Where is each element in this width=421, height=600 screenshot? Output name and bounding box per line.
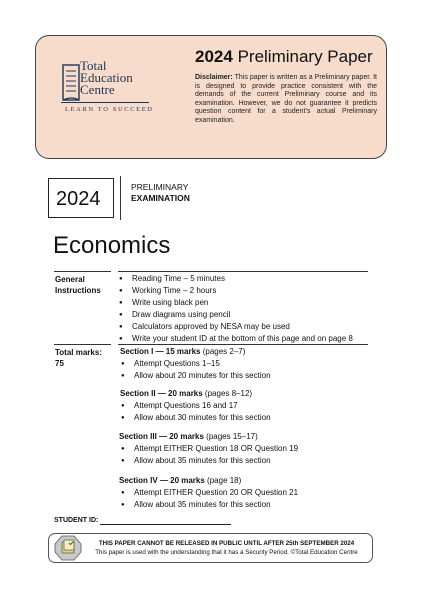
instructions-label-rule <box>54 271 111 272</box>
instruction-item: ● Write your student ID at the bottom of this page and on page 8 <box>119 334 353 343</box>
paper-title <box>195 47 373 67</box>
logo-tagline: LEARN TO SUCCEED <box>65 106 154 113</box>
total-marks-label-rule <box>54 344 111 345</box>
student-id-label: STUDENT ID: <box>54 517 99 524</box>
section-4-heading: Section IV — 20 marks (page 18) <box>119 476 242 485</box>
general-instructions-label: General Instructions <box>55 275 101 295</box>
paper-year: 2024 <box>195 47 233 66</box>
logo-underline <box>61 102 149 103</box>
instruction-item: ● Reading Time – 5 minutes <box>119 274 225 283</box>
paper-title-text: Preliminary Paper <box>237 47 373 66</box>
disclaimer-label: Disclaimer: <box>195 74 233 81</box>
subject-title: Economics <box>53 232 171 259</box>
disclaimer-text: This paper is written as a Preliminary paper. It is designed to provide practice consistent with the demands of the current Preliminary course and its examination. However, we do not guarantee it predicts question content for a student’s actual Preliminary examination. <box>195 74 377 124</box>
instruction-item: ● Working Time – 2 hours <box>119 286 216 295</box>
disclaimer <box>195 74 377 126</box>
total-marks-label: Total marks: 75 <box>55 348 102 368</box>
security-footer <box>48 533 373 563</box>
sections-rule <box>118 344 368 345</box>
section-1-item: ● Attempt Questions 1–15 <box>121 359 220 368</box>
section-3-item: ● Attempt EITHER Question 18 OR Question 19 <box>121 444 298 453</box>
section-4-item: ● Allow about 35 minutes for this section <box>121 500 271 509</box>
section-1-heading: Section I — 15 marks (pages 2–7) <box>120 347 246 356</box>
instruction-item: ● Write using black pen <box>119 298 208 307</box>
document-stamp-icon <box>54 535 82 561</box>
instructions-rule <box>118 271 368 272</box>
instruction-item: ● Calculators approved by NESA may be used <box>119 322 290 331</box>
section-4-item: ● Attempt EITHER Question 20 OR Question 21 <box>121 488 298 497</box>
footer-release-notice: THIS PAPER CANNOT BE RELEASED IN PUBLIC UNTIL AFTER 25th SEPTEMBER 2024 <box>98 540 355 547</box>
footer-security-notice: This paper is used with the understanding that it has a Security Period. ©Total Education Centre <box>95 549 358 556</box>
section-3-heading: Section III — 20 marks (pages 15–17) <box>119 432 258 441</box>
student-id-line[interactable] <box>100 524 231 525</box>
logo-wordmark: Total Education Centre <box>80 58 133 97</box>
section-1-item: ● Allow about 20 minutes for this section <box>121 371 271 380</box>
exam-type-line2: EXAMINATION <box>131 193 190 203</box>
exam-type-line1: PRELIMINARY <box>131 182 189 192</box>
exam-year: 2024 <box>56 188 101 210</box>
section-2-item: ● Allow about 30 minutes for this section <box>121 413 271 422</box>
section-3-item: ● Allow about 35 minutes for this section <box>121 456 271 465</box>
section-2-heading: Section II — 20 marks (pages 8–12) <box>120 389 253 398</box>
divider <box>120 176 121 220</box>
instruction-item: ● Draw diagrams using pencil <box>119 310 230 319</box>
section-2-item: ● Attempt Questions 16 and 17 <box>121 401 238 410</box>
